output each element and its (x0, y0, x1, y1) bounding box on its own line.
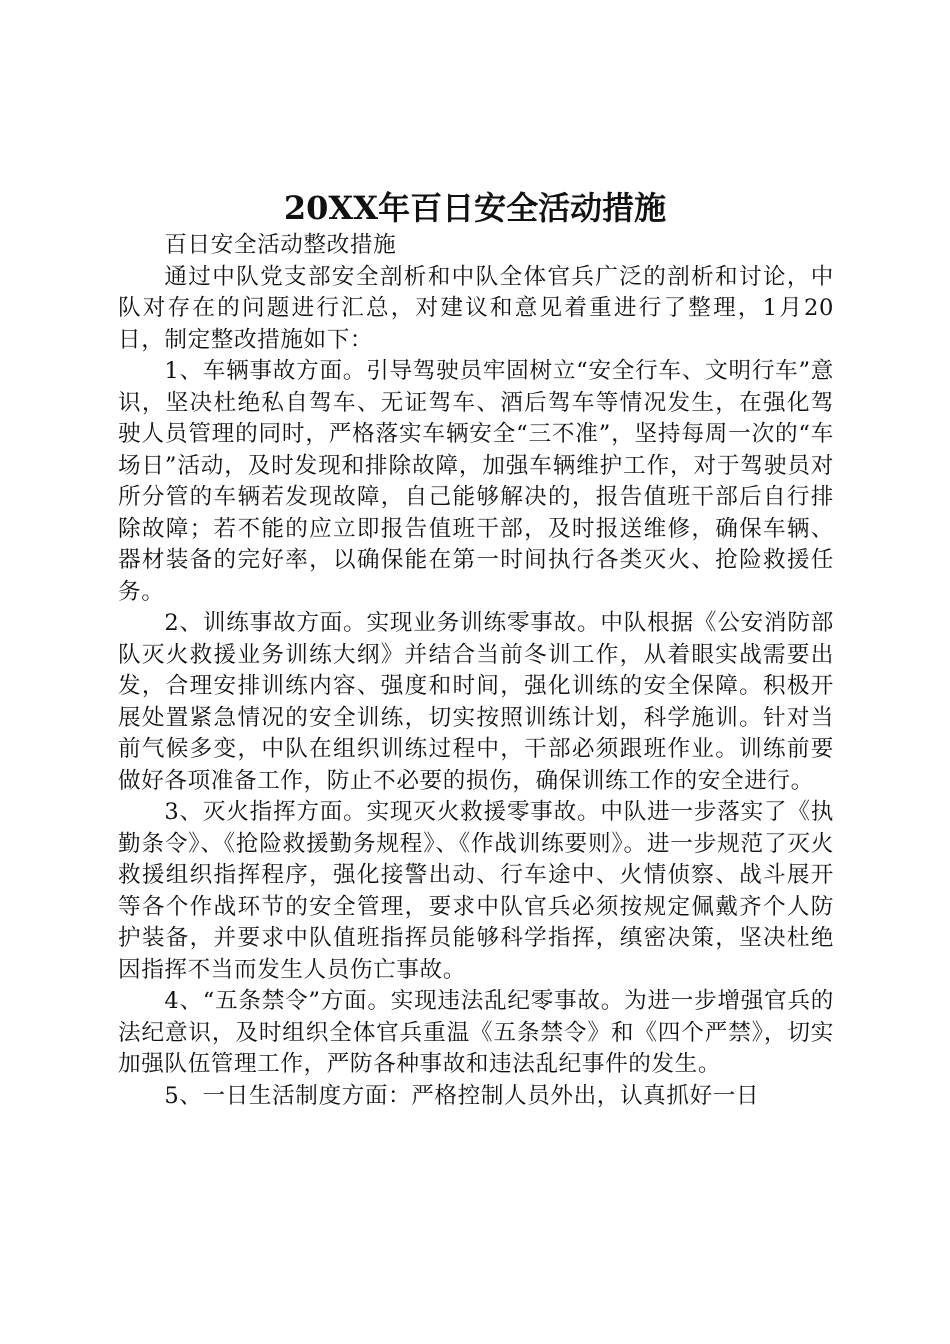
training-accident-paragraph: 2、训练事故方面。实现业务训练零事故。中队根据《公安消防部队灭火救援业务训练大纲》并结合当前冬训工作，从着眼实战需要出发，合理安排训练内容、强度和时间，强化训练的安全保障。积极开展处置紧急情况的安全训练，切实按照训练计划，科学施训。针对当前气候多变，中队在组织训练过程中，干部必须跟班作业。训练前要做好各项准备工作，防止不必要的损伤，确保训练工作的安全进行。 (118, 610, 834, 794)
intro-paragraph: 通过中队党支部安全剖析和中队全体官兵广泛的剖析和讨论，中队对存在的问题进行汇总，对建议和意见着重进行了整理，1月20日，制定整改措施如下： (118, 263, 834, 353)
document-body (118, 230, 834, 1112)
five-prohibitions-paragraph: 4、“五条禁令”方面。实现违法乱纪零事故。为进一步增强官兵的法纪意识，及时组织全体官兵重温《五条禁令》和《四个严禁》，切实加强队伍管理工作，严防各种事故和违法乱纪事件的发生。 (118, 988, 834, 1077)
vehicle-accident-paragraph: 1、车辆事故方面。引导驾驶员牢固树立“安全行车、文明行车”意识，坚决杜绝私自驾车、无证驾车、酒后驾车等情况发生，在强化驾驶人员管理的同时，严格落实车辆安全“三不准”，坚持每周一次的“车场日”活动，及时发现和排除故障，加强车辆维护工作，对于驾驶员对所分管的车辆若发现故障，自己能够解决的，报告值班干部后自行排除故障；若不能的应立即报告值班干部，及时报送维修，确保车辆、器材装备的完好率，以确保能在第一时间执行各类灭火、抢险救援任务。 (118, 358, 834, 605)
document-title: 20XX年百日安全活动措施 (283, 189, 667, 227)
daily-routine-paragraph: 5、一日生活制度方面：严格控制人员外出，认真抓好一日 (164, 1082, 760, 1109)
subtitle-paragraph: 百日安全活动整改措施 (164, 232, 397, 258)
firefighting-command-paragraph: 3、灭火指挥方面。实现灭火救援零事故。中队进一步落实了《执勤条令》、《抢险救援勤务规程》、《作战训练要则》。进一步规范了灭火救援组织指挥程序，强化接警出动、行车途中、火情侦察、战斗展开等各个作战环节的安全管理，要求中队官兵必须按规定佩戴齐个人防护装备，并要求中队值班指挥员能够科学指挥，缜密决策，坚决杜绝因指挥不当而发生人员伤亡事故。 (118, 799, 834, 983)
